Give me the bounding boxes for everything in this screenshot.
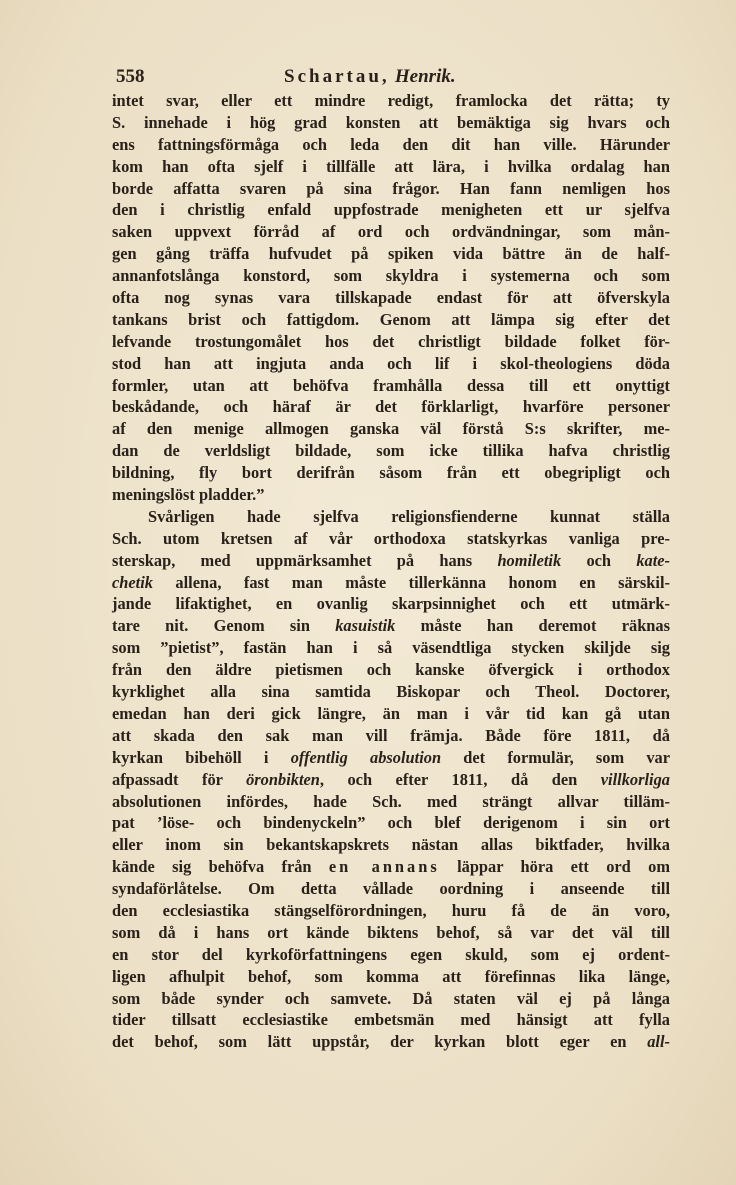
text-line: sterskap, med uppmärksamhet på hans homiletik och kate- (112, 550, 670, 570)
italic-term: öronbikten (246, 769, 320, 789)
text-line: som både synder och samvete. Då staten väl ej på långa (112, 988, 670, 1008)
text-line: annanfotslånga konstord, som skyldra i systemerna och som (112, 266, 670, 286)
text-line: lefvande trostungomålet hos det christligt bildade folket för- (112, 331, 670, 351)
text-line: absolutionen infördes, hade Sch. med strängt allvar tilläm- (112, 791, 670, 811)
text-line: kyrklighet alla sina samtida Biskopar och Theol. Doctorer, (112, 682, 670, 702)
text-line: S. innehade i hög grad konsten att bemäktiga sig hvars och (112, 112, 670, 132)
text-line: den ecclesiastika stängselförordningen, huru få de än voro, (112, 900, 670, 920)
text-line: Sch. utom kretsen af vår orthodoxa statskyrkas vanliga pre- (112, 528, 670, 548)
italic-term: homiletik (497, 550, 562, 570)
running-head-given-name: Henrik. (394, 66, 456, 87)
text-line: kyrkan bibehöll i offentlig absolution det formulär, som var (112, 747, 671, 767)
text-line: af den menige allmogen ganska väl förstå S:s skrifter, me- (112, 419, 670, 439)
text-line: stod han att ingjuta anda och lif i skol-theologiens döda (112, 353, 670, 373)
text-line: dan de verldsligt bildade, som icke tillika hafva christlig (112, 441, 670, 461)
text-line: kom han ofta sjelf i tillfälle att lära, i hvilka ordalag han (112, 156, 670, 176)
running-head (284, 66, 456, 88)
italic-term: chetik (112, 572, 153, 592)
italic-term: kasuistik (335, 616, 396, 636)
text-line: syndaförlåtelse. Om detta vållade oordning i anseende till (112, 879, 670, 899)
text-line: jande lifaktighet, en ovanlig skarpsinnighet och ett utmärk- (112, 594, 670, 614)
text-line: tare nit. Genom sin kasuistik måste han deremot räknas (112, 616, 670, 636)
text-line: beskådande, och häraf är det förklarligt, hvarföre personer (112, 397, 670, 417)
text-line: från den äldre pietismen och kanske öfvergick i orthodox (112, 660, 670, 680)
text-line: saken uppvext förråd af ord och ordvändningar, som mån- (112, 222, 670, 242)
text-line: eller inom sin bekantskapskrets nästan allas biktfader, hvilka (112, 835, 670, 855)
text-line: borde affatta svaren på sina frågor. Han fann nemligen hos (112, 178, 670, 198)
italic-term: offentlig absolution (290, 747, 442, 767)
text-line: tankans brist och fattigdom. Genom att lämpa sig efter det (112, 309, 670, 329)
text-line: gen gång träffa hufvudet på spiken vida bättre än de half- (112, 244, 670, 264)
text-line: som då i hans ort kände biktens behof, så var det väl till (112, 922, 670, 942)
text-line: formler, utan att behöfva framhålla dessa till ett onyttigt (112, 375, 670, 395)
text-line: en stor del kyrkoförfattningens egen skuld, som ej ordent- (112, 944, 670, 964)
text-line: chetik allena, fast man måste tillerkänna honom en särskil- (112, 572, 670, 592)
text-line-paragraph-start: Svårligen hade sjelfva religionsfienderne kunnat ställa (148, 506, 670, 526)
text-line: som ”pietist”, fastän han i så väsendtliga stycken skiljde sig (112, 638, 670, 658)
text-line: att skada den sak man vill främja. Både före 1811, då (112, 725, 670, 745)
running-head-surname: Schartau, (284, 66, 390, 87)
text-line: emedan han deri gick längre, än man i vår tid kan gå utan (112, 703, 670, 723)
italic-term: all- (647, 1032, 670, 1052)
text-line: den i christlig enfald uppfostrade menigheten ett ur sjelfva (112, 200, 670, 220)
text-line: afpassadt för öronbikten, och efter 1811, då den villkorliga (112, 769, 670, 789)
spaced-emphasis: en annans (328, 857, 440, 877)
page-number: 558 (116, 66, 145, 87)
text-line: kände sig behöfva från en annans läppar höra ett ord om (112, 857, 670, 877)
body-text (112, 90, 670, 1053)
text-line: tider tillsatt ecclesiastike embetsmän med hänsigt att fylla (112, 1010, 670, 1030)
text-line: pat ’löse- och bindenyckeln” och blef derigenom i sin ort (112, 813, 670, 833)
text-line: det behof, som lätt uppstår, der kyrkan blott eger en all- (112, 1032, 670, 1052)
page-header (116, 66, 672, 92)
text-line: ens fattningsförmåga och leda den dit han ville. Härunder (112, 134, 670, 154)
text-line: intet svar, eller ett mindre redigt, framlocka det rätta; ty (112, 91, 670, 110)
text-line: ligen afhulpit behof, som komma att förefinnas lika länge, (112, 966, 670, 986)
italic-term: kate- (636, 550, 670, 570)
text-line: bildning, fly bort derifrån såsom från ett obegripligt och (112, 463, 670, 483)
text-line: ofta nog synas vara tillskapade endast för att öfverskyla (112, 288, 670, 308)
italic-term: villkorliga (600, 769, 670, 789)
text-line-paragraph-end: meningslöst pladder.” (112, 485, 265, 505)
